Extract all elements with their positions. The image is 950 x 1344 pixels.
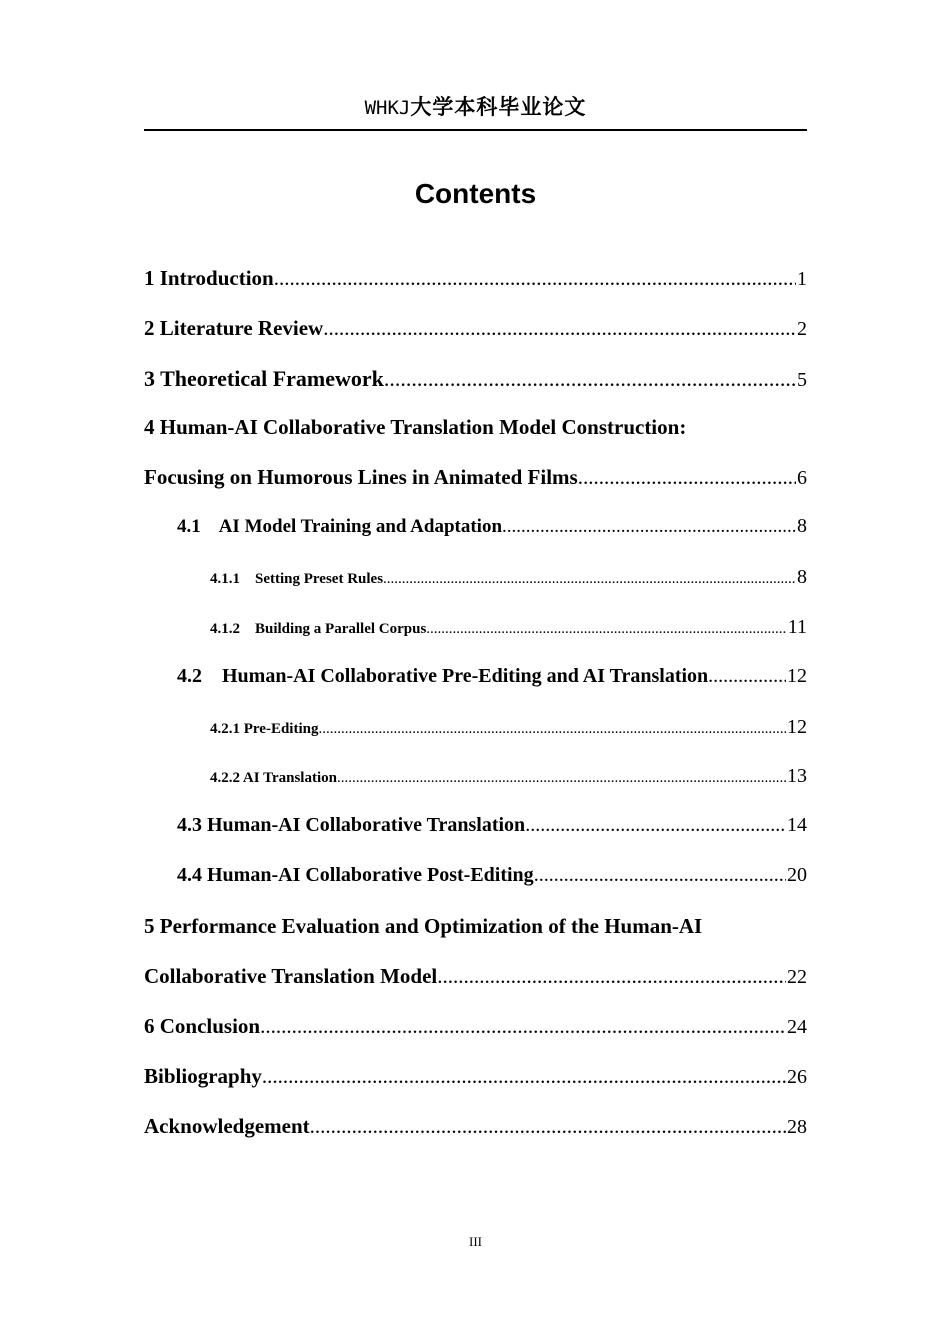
toc-entry-label: 4.1.1 Setting Preset Rules bbox=[210, 571, 384, 587]
toc-entry-acknowledgement[interactable] bbox=[144, 1114, 807, 1146]
toc-entry-4-2[interactable] bbox=[177, 665, 807, 697]
toc-entry-chapter-4-line-1[interactable] bbox=[144, 415, 807, 447]
toc-entry-label: 6 Conclusion bbox=[144, 1014, 261, 1038]
dot-leader bbox=[383, 571, 796, 588]
dot-leader bbox=[578, 465, 796, 490]
toc-entry-label: 3 Theoretical Framework bbox=[144, 366, 384, 391]
toc-entry-page: 12 bbox=[787, 665, 807, 687]
dot-leader bbox=[502, 516, 796, 538]
dot-leader bbox=[337, 770, 786, 787]
header-rule bbox=[144, 129, 807, 131]
toc-entry-4-1[interactable] bbox=[177, 515, 807, 547]
toc-entry-page: 11 bbox=[787, 616, 807, 638]
toc-entry-label: 4.4 Human-AI Collaborative Post-Editing bbox=[177, 864, 534, 886]
toc-entry-label: 4.2.1 Pre-Editing bbox=[210, 721, 319, 737]
toc-entry-page: 28 bbox=[787, 1116, 807, 1138]
toc-entry-4-2-2[interactable] bbox=[210, 765, 807, 797]
toc-entry-label: 4.3 Human-AI Collaborative Translation bbox=[177, 814, 526, 836]
toc-entry-conclusion[interactable] bbox=[144, 1014, 807, 1046]
dot-leader bbox=[310, 1114, 786, 1139]
toc-entry-label: 4.1.2 Building a Parallel Corpus bbox=[210, 621, 427, 637]
dot-leader bbox=[274, 266, 796, 291]
page-number: III bbox=[469, 1234, 482, 1249]
toc-entry-page: 6 bbox=[797, 467, 807, 489]
toc-entry-4-1-2[interactable] bbox=[210, 616, 807, 648]
dot-leader bbox=[525, 814, 786, 837]
toc-entry-chapter-4-line-2[interactable] bbox=[144, 465, 807, 497]
toc-entry-literature-review[interactable] bbox=[144, 316, 807, 348]
dot-leader bbox=[262, 1064, 786, 1089]
toc-entry-theoretical-framework[interactable] bbox=[144, 366, 807, 398]
toc-entry-page: 8 bbox=[797, 515, 807, 537]
toc-entry-label: 4.1 AI Model Training and Adaptation bbox=[177, 516, 503, 537]
toc-entry-4-3[interactable] bbox=[177, 814, 807, 846]
toc-entry-page: 24 bbox=[787, 1016, 807, 1038]
toc-entry-label: Focusing on Humorous Lines in Animated Films bbox=[144, 465, 578, 489]
header-thesis-label: 大学本科毕业论文 bbox=[410, 95, 587, 119]
toc-entry-label: Collaborative Translation Model bbox=[144, 964, 438, 988]
toc-entry-4-4[interactable] bbox=[177, 864, 807, 896]
toc-entry-page: 12 bbox=[787, 716, 807, 738]
toc-entry-page: 2 bbox=[797, 318, 807, 340]
toc-entry-label: 4.2.2 AI Translation bbox=[210, 770, 337, 786]
toc-entry-label: 1 Introduction bbox=[144, 266, 274, 290]
toc-entry-page: 5 bbox=[797, 369, 807, 391]
toc-entry-page: 20 bbox=[787, 864, 807, 886]
toc-entry-page: 22 bbox=[787, 966, 807, 988]
toc-entry-chapter-5-line-1[interactable] bbox=[144, 914, 807, 946]
dot-leader bbox=[384, 366, 796, 392]
toc-entry-label: 4 Human-AI Collaborative Translation Model Construction: bbox=[144, 415, 687, 439]
toc-entry-page: 14 bbox=[787, 814, 807, 836]
toc-entry-label: 5 Performance Evaluation and Optimization of the Human-AI bbox=[144, 914, 703, 938]
toc-entry-label: Bibliography bbox=[144, 1064, 262, 1088]
toc-entry-page: 1 bbox=[797, 268, 807, 290]
toc-entry-4-1-1[interactable] bbox=[210, 566, 807, 598]
toc-entry-page: 13 bbox=[787, 765, 807, 787]
dot-leader bbox=[323, 316, 796, 341]
toc-entry-page: 8 bbox=[797, 566, 807, 588]
toc-entry-label: 2 Literature Review bbox=[144, 316, 324, 340]
dot-leader bbox=[426, 621, 786, 638]
toc-entry-page: 26 bbox=[787, 1066, 807, 1088]
dot-leader bbox=[437, 964, 786, 989]
dot-leader bbox=[260, 1014, 786, 1039]
toc-entry-label: 4.2 Human-AI Collaborative Pre-Editing and AI Translation bbox=[177, 665, 709, 687]
toc-entry-bibliography[interactable] bbox=[144, 1064, 807, 1096]
toc-entry-4-2-1[interactable] bbox=[210, 716, 807, 748]
toc-entry-introduction[interactable] bbox=[144, 266, 807, 298]
dot-leader bbox=[318, 721, 786, 738]
running-header bbox=[144, 92, 807, 123]
dot-leader bbox=[708, 665, 786, 688]
toc-entry-label: Acknowledgement bbox=[144, 1114, 310, 1138]
dot-leader bbox=[534, 864, 786, 887]
header-institution-code: WHKJ bbox=[364, 97, 411, 119]
toc-entry-chapter-5-line-2[interactable] bbox=[144, 964, 807, 996]
page-title: Contents bbox=[414, 178, 537, 209]
